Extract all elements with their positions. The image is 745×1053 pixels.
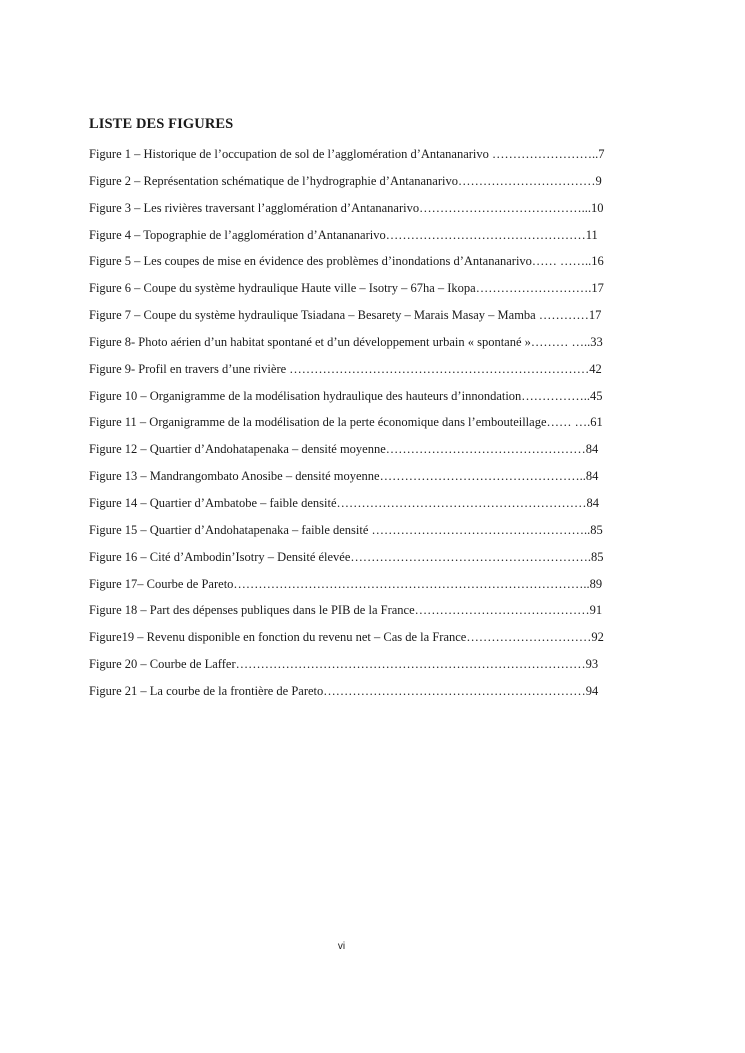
figure-entry-7: Figure 7 – Coupe du système hydraulique Tsiadana – Besarety – Marais Masay – Mamba …………17 [89,308,602,323]
figure-entry-4: Figure 4 – Topographie de l’agglomération d’Antananarivo…………………………………………11 [89,227,598,242]
figure-entry-19: Figure19 – Revenu disponible en fonction du revenu net – Cas de la France…………………………92 [89,630,604,645]
page-number: vi [337,941,346,952]
figure-entry-12: Figure 12 – Quartier d’Andohatapenaka – densité moyenne…………………………………………84 [89,442,599,457]
figure-list [89,146,659,710]
figure-entry-8: Figure 8- Photo aérien d’un habitat spontané et d’un développement urbain « spontané »……… …..33 [89,334,603,349]
figure-entry-20: Figure 20 – Courbe de Laffer…………………………………………………………………………93 [89,657,599,672]
figure-entry-5: Figure 5 – Les coupes de mise en évidence des problèmes d’inondations d’Antananarivo…… ……..16 [89,254,604,269]
figure-entry-14: Figure 14 – Quartier d’Ambatobe – faible densité……………………………………………………84 [89,495,599,510]
figure-entry-15: Figure 15 – Quartier d’Andohatapenaka – faible densité ……………………………………………..85 [89,522,603,537]
figure-entry-13: Figure 13 – Mandrangombato Anosibe – densité moyenne…………………………………………..84 [89,469,599,484]
figure-entry-2: Figure 2 – Représentation schématique de l’hydrographie d’Antananarivo……………………………9 [89,173,602,188]
figure-entry-6: Figure 6 – Coupe du système hydraulique Haute ville – Isotry – 67ha – Ikopa……………………….17 [89,281,604,296]
page-title: LISTE DES FIGURES [89,116,234,132]
figure-entry-17: Figure 17– Courbe de Pareto…………………………………………………………………………..89 [89,576,603,591]
figure-entry-11: Figure 11 – Organigramme de la modélisation de la perte économique dans l’embouteillage…… ….61 [89,415,603,430]
figure-entry-18: Figure 18 – Part des dépenses publiques dans le PIB de la France……………………………………91 [89,603,603,618]
figure-entry-21: Figure 21 – La courbe de la frontière de Pareto………………………………………………………94 [89,683,599,698]
figure-entry-9: Figure 9- Profil en travers d’une rivière ………………………………………………………………42 [89,361,602,376]
figure-entry-10: Figure 10 – Organigramme de la modélisation hydraulique des hauteurs d’innondation……………..45 [89,388,603,403]
figure-entry-3: Figure 3 – Les rivières traversant l’agglomération d’Antananarivo…………………………………...10 [89,200,604,215]
figure-entry-16: Figure 16 – Cité d’Ambodin’Isotry – Densité élevée………………………………………………….85 [89,549,604,564]
figure-entry-1: Figure 1 – Historique de l’occupation de sol de l’agglomération d’Antananarivo ……………………..7 [89,147,605,161]
